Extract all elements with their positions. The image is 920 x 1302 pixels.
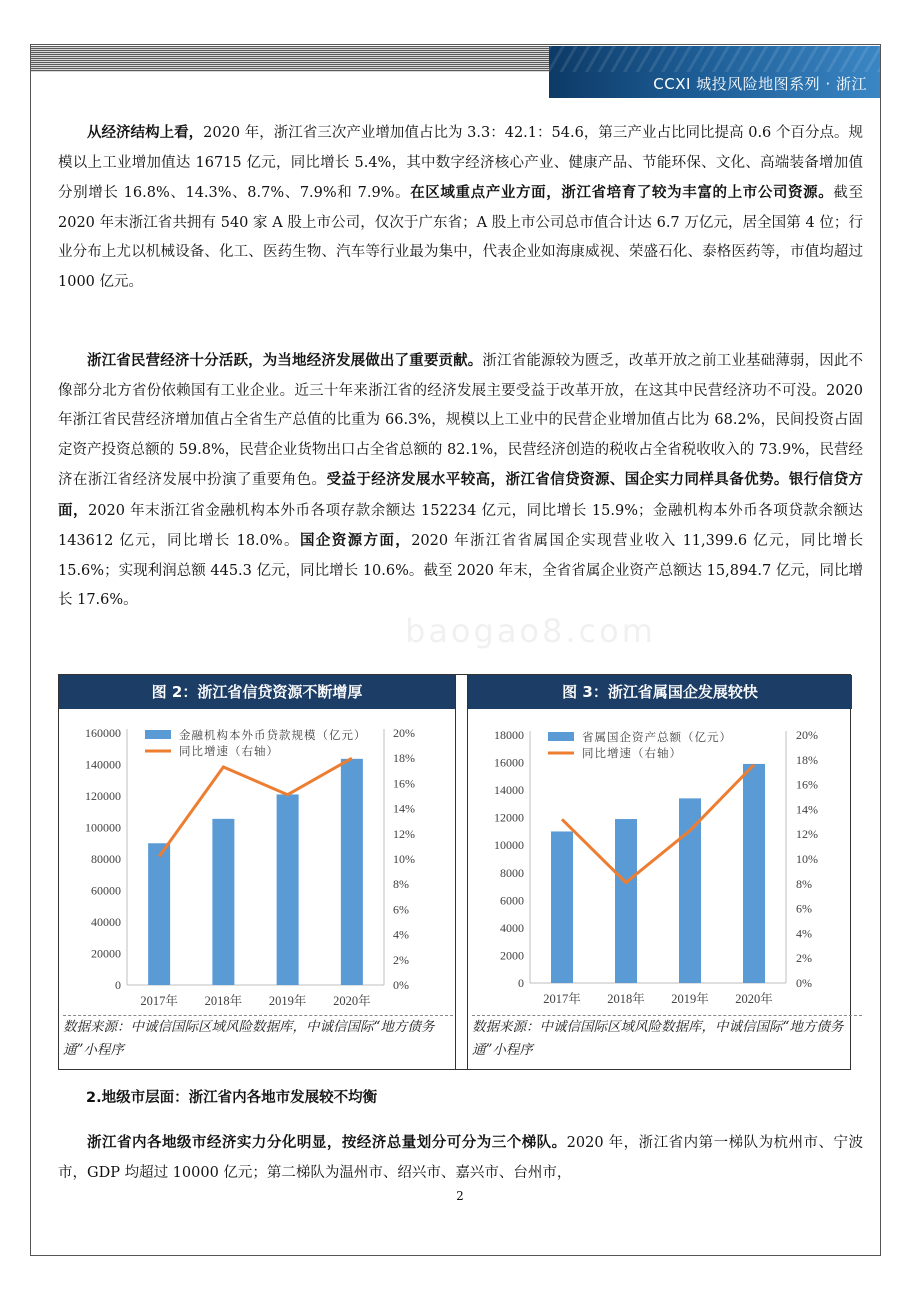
para1-bold-lead: 从经济结构上看， <box>87 124 204 141</box>
legend-line-label: 同比增速（右轴） <box>582 748 682 760</box>
x-tick-label: 2018年 <box>204 994 243 1008</box>
y2-tick-label: 6% <box>796 901 812 916</box>
y2-tick-label: 14% <box>393 801 415 816</box>
para2-bold-lead: 浙江省民营经济十分活跃，为当地经济发展做出了重要贡献。 <box>87 352 483 369</box>
y2-tick-label: 16% <box>393 776 415 791</box>
header-stripes <box>31 46 549 72</box>
bar <box>212 819 234 985</box>
credit-chart <box>59 709 455 1015</box>
para2-text-3: 2020 年浙江省省属国企实现营业收入 11,399.6 亿元，同比增长 15.6%；实现利润总额 445.3 亿元，同比增长 10.6%。截至 2020 年末，全省省属企业资产总额达 15,894.7 亿元，同比增长 17.6%。 <box>58 533 864 608</box>
bar <box>551 831 573 983</box>
y2-tick-label: 18% <box>796 752 818 767</box>
watermark: baogao8.com <box>405 612 656 650</box>
y-tick-label: 14000 <box>494 783 524 798</box>
y2-tick-label: 4% <box>393 927 409 942</box>
y-tick-label: 18000 <box>494 728 524 742</box>
y2-tick-label: 4% <box>796 926 812 941</box>
para2-bold-3: 国企资源方面， <box>299 532 412 549</box>
y2-tick-label: 12% <box>796 827 818 842</box>
chart-panel-soe <box>467 675 852 1069</box>
x-tick-label: 2018年 <box>607 992 645 1006</box>
para1-bold-2: 在区域重点产业方面，浙江省培育了较为丰富的上市公司资源。 <box>410 184 834 201</box>
y2-tick-label: 18% <box>393 751 415 766</box>
y-tick-label: 10000 <box>494 838 524 853</box>
section-heading: 2.地级市层面：浙江省内各地市发展较不均衡 <box>86 1090 378 1106</box>
x-tick-label: 2019年 <box>268 994 307 1008</box>
legend-bar-swatch <box>145 730 171 739</box>
bar <box>277 794 299 985</box>
y-tick-label: 140000 <box>85 757 121 772</box>
y2-tick-label: 14% <box>796 802 818 817</box>
y-tick-label: 120000 <box>85 789 121 803</box>
y2-tick-label: 20% <box>796 728 818 742</box>
x-tick-label: 2020年 <box>333 994 371 1008</box>
y2-tick-label: 12% <box>393 826 415 841</box>
y-tick-label: 2000 <box>500 948 524 963</box>
bar <box>743 764 765 983</box>
y2-tick-label: 2% <box>393 952 409 967</box>
x-tick-label: 2017年 <box>140 994 178 1008</box>
y2-tick-label: 2% <box>796 951 812 966</box>
y-tick-label: 100000 <box>85 820 121 835</box>
bar <box>679 798 701 983</box>
legend-bar-label: 金融机构本外币贷款规模（亿元） <box>179 730 367 742</box>
y-tick-label: 0 <box>518 976 524 990</box>
para2-text-2: 2020 年末浙江省金融机构本外币各项存款余额达 152234 亿元，同比增长 15.9%；金融机构本外币各项贷款余额达 143612 亿元，同比增长 18.0%。 <box>58 502 864 549</box>
x-tick-label: 2017年 <box>543 992 581 1006</box>
y-tick-label: 4000 <box>500 920 524 935</box>
header-title: CCXI 城投风险地图系列 · 浙江 <box>653 75 867 93</box>
y2-tick-label: 10% <box>393 852 415 866</box>
bar <box>615 819 637 983</box>
bar <box>341 759 363 985</box>
y-tick-label: 160000 <box>85 726 121 740</box>
paragraph-economic-structure <box>58 118 863 297</box>
y2-tick-label: 8% <box>796 876 812 891</box>
legend-bar-swatch <box>548 732 574 741</box>
para2-text: 浙江省能源较为匮乏，改革开放之前工业基础薄弱，因此不像部分北方省份依赖国有工业企业。近三十年来浙江省的经济发展主要受益于改革开放，在这其中民营经济功不可没。2020 年浙江省民营经济增加值占全省生产总值的比重为 66.3%，规模以上工业中的民营企业增加值占比为 68.2%，民间投资占固定资产投资总额的 59.8%，民营企业货物出口占全省总额的 82.1%，民营经济创造的税收占全省税收收入的 73.9%，民营经济在浙江省经济发展中扮演了重要角色。 <box>58 353 864 488</box>
y2-tick-label: 0% <box>393 978 409 992</box>
y2-tick-label: 10% <box>796 852 818 866</box>
y-tick-label: 16000 <box>494 755 524 770</box>
chart-source: 数据来源：中诚信国际区域风险数据库，中诚信国际“地方债务通”小程序 <box>63 1015 453 1062</box>
para3-text: 2020 年，浙江省内第一梯队为杭州市、宁波市，GDP 均超过 10000 亿元；第二梯队为温州市、绍兴市、嘉兴市、台州市， <box>58 1135 864 1181</box>
y-tick-label: 8000 <box>500 865 524 880</box>
y2-tick-label: 16% <box>796 777 818 792</box>
chart-panel-credit <box>59 675 456 1069</box>
legend-line-label: 同比增速（右轴） <box>179 746 279 758</box>
para2-bold-2: 受益于经济发展水平较高，浙江省信贷资源、国企实力同样具备优势。银行信贷方面， <box>58 471 864 519</box>
y-tick-label: 80000 <box>91 852 121 866</box>
para1-text: 2020 年，浙江省三次产业增加值占比为 3.3：42.1：54.6，第三产业占比同比提高 0.6 个百分点。规模以上工业增加值达 16715 亿元，同比增长 5.4%，其中数字经济核心产业、健康产品、节能环保、文化、高端装备增加值分别增长 16.8%、14.3%、8.7%、7.9%和 7.9%。 <box>58 125 864 201</box>
y2-tick-label: 0% <box>796 976 812 990</box>
header-banner <box>549 46 880 98</box>
y-tick-label: 0 <box>115 978 121 992</box>
paragraph-city-tiers <box>58 1128 863 1188</box>
page-number: 2 <box>456 1189 464 1203</box>
charts-table <box>58 674 851 1070</box>
bar <box>148 843 170 985</box>
chart-title: 图 3：浙江省属国企发展较快 <box>468 675 852 709</box>
para1-text-2: 截至 2020 年末浙江省共拥有 540 家 A 股上市公司，仅次于广东省；A 股上市公司总市值合计达 6.7 万亿元，居全国第 4 位；行业分布上尤以机械设备、化工、医药生物、汽车等行业最为集中，代表企业如海康威视、荣盛石化、泰格医药等，市值均超过 1000 亿元。 <box>58 185 864 290</box>
y-tick-label: 20000 <box>91 946 121 961</box>
growth-line <box>562 765 754 883</box>
y2-tick-label: 6% <box>393 902 409 917</box>
growth-line <box>159 758 352 856</box>
header-pattern <box>549 46 880 72</box>
y2-tick-label: 20% <box>393 726 415 740</box>
legend-bar-label: 省属国企资产总额（亿元） <box>582 732 732 744</box>
y-tick-label: 12000 <box>494 810 524 825</box>
x-tick-label: 2019年 <box>671 992 709 1006</box>
paragraph-private-economy <box>58 346 863 616</box>
soe-chart <box>468 709 852 1015</box>
x-tick-label: 2020年 <box>735 992 773 1006</box>
chart-source: 数据来源：中诚信国际区域风险数据库，中诚信国际“地方债务通”小程序 <box>472 1015 862 1062</box>
y2-tick-label: 8% <box>393 877 409 892</box>
chart-title: 图 2：浙江省信贷资源不断增厚 <box>59 675 455 709</box>
y-tick-label: 6000 <box>500 893 524 908</box>
para3-bold-lead: 浙江省内各地级市经济实力分化明显，按经济总量划分可分为三个梯队。 <box>87 1134 567 1151</box>
y-tick-label: 60000 <box>91 883 121 898</box>
y-tick-label: 40000 <box>91 915 121 929</box>
